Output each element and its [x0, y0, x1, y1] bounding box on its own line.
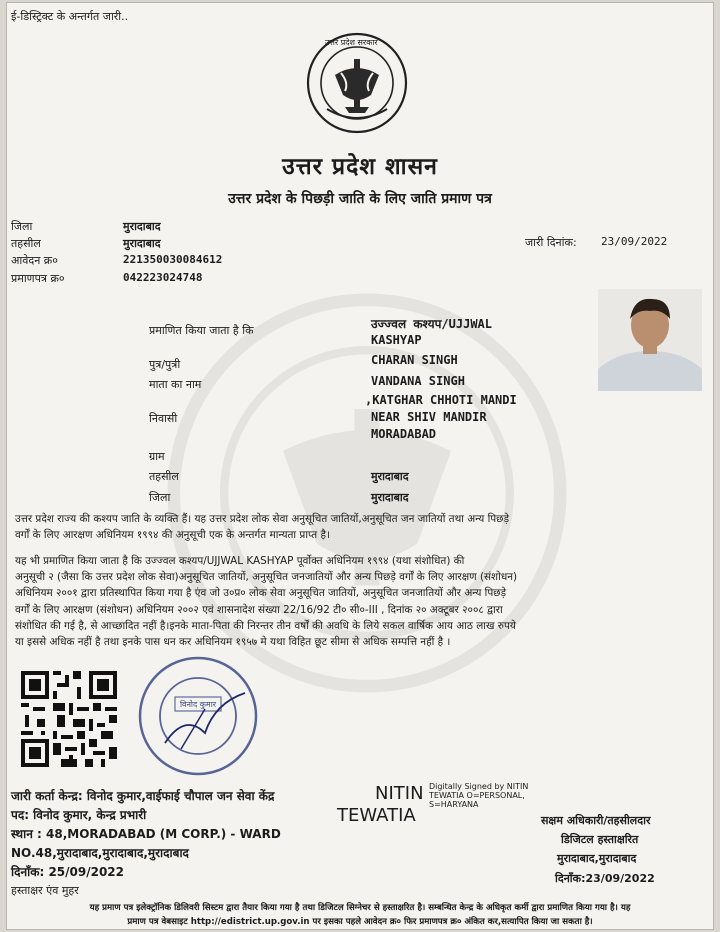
district-label: जिला — [11, 220, 33, 233]
issuer-seal-stamp — [135, 653, 261, 779]
paragraph-line: उत्तर प्रदेश राज्य की कश्यप जाति के व्यक्ति हैं। यह उत्तर प्रदेश लोक सेवा अनुसूचित जातियों,अनुसूचित जन जातियों तथा अन्य पिछड़े — [15, 513, 510, 525]
application-number: 221350030084612 — [123, 253, 223, 266]
mother-name: VANDANA SINGH — [371, 374, 465, 388]
header-note: ई-डिस्ट्रिक्ट के अन्तर्गत जारी.. — [11, 10, 129, 23]
authority-title: सक्षम अधिकारी/तहसीलदार — [541, 814, 651, 827]
verification-qr-code[interactable] — [21, 671, 117, 767]
sign-and-seal-label: हस्ताक्षर एंव मुहर — [11, 884, 79, 897]
application-label: आवेदन क्र० — [11, 254, 58, 267]
certificate-number: 042223024748 — [123, 271, 203, 284]
issue-date-value: 23/09/2022 — [601, 235, 668, 248]
authority-location: मुरादाबाद,मुरादाबाद — [557, 852, 637, 865]
person-district-label: जिला — [149, 491, 171, 504]
paragraph-line: अधिनियम २००१ द्वारा प्रतिस्थापित किया गया है एंव जो उ०प्र० लोक सेवा अनुसूचित जातियों, अनुसूचित जनजातियों और अन्य पिछड़े — [15, 587, 507, 600]
authority-digital-sign: डिजिटल हस्ताक्षरित — [561, 833, 639, 846]
mother-label: माता का नाम — [149, 378, 202, 391]
seal-name: विनोद कुमार — [179, 700, 217, 709]
resident-label: निवासी — [149, 412, 178, 425]
paragraph-line: या इससे अधिक नहीं है तथा इनके पास धन कर अधिनियम १९५७ मे यथा विहित छूट सीमा से अधिक सम्पत्ति नहीं है । — [15, 636, 451, 649]
footer-note — [7, 901, 713, 929]
issuer-place-line2: NO.48,मुरादाबाद,मुरादाबाद,मुरादाबाद — [11, 846, 189, 860]
paragraph-certification — [15, 553, 517, 650]
father-name: CHARAN SINGH — [371, 353, 458, 367]
son-of-label: पुत्र/पुत्री — [149, 358, 181, 371]
tehsil-value: मुरादाबाद — [123, 237, 161, 250]
footer-note-line2: प्रमाण पत्र वेबसाइट http://edistrict.up.gov.in पर इसका पहले आवेदन क्र० फिर प्रमाणपत्र क्र० अंकित कर,सत्यापित किया जा सकता है। — [127, 917, 593, 927]
person-tehsil-label: तहसील — [149, 470, 179, 483]
certificate-page — [6, 2, 714, 930]
paragraph-line: वर्गों के लिए आरक्षण (संशोधन) अधिनियम २००२ एवं शासनादेश संख्या 22/16/92 टी० सी०-III , दिनांक २० अक्टूबर २००८ द्वारा — [15, 603, 503, 616]
paragraph-line: संशोधित की गई है, से आच्छादित नहीं है।इनके माता-पिता की निरन्तर तीन वर्षों की अवधि के लिये सकल वार्षिक आय आठ लाख रुपये — [15, 619, 516, 632]
tehsil-label: तहसील — [11, 237, 41, 250]
certified-label: प्रमाणित किया जाता है कि — [149, 324, 254, 337]
paragraph-line: अनुसूची २ (जैसा कि उत्तर प्रदेश लोक सेवा)अनुसूचित जातियों, अनुसूचित जनजातियों और अन्य पिछड़े वर्गों के लिए आरक्षण (संशोधन) — [15, 571, 518, 584]
address-line1: ,KATGHAR CHHOTI MANDI — [365, 393, 517, 407]
footer-note-line1: यह प्रमाण पत्र इलेक्ट्रॉनिक डिलिवरी सिस्टम द्वारा तैयार किया गया है तथा डिजिटल सिग्नेचर से हस्ताक्षरित है। सम्बन्धित केन्द्र के अधिकृत कर्मी द्वारा प्रमाणित किया गया है। यह — [89, 903, 631, 913]
issuer-place-line1: स्थान : 48,MORADABAD (M CORP.) - WARD — [11, 827, 281, 841]
page-title: उत्तर प्रदेश शासन — [282, 154, 438, 180]
emblem-text: उत्तर प्रदेश सरकार — [325, 38, 378, 47]
page-subtitle: उत्तर प्रदेश के पिछड़ी जाति के लिए जाति प्रमाण पत्र — [228, 191, 492, 207]
issuer-designation: पद: विनोद कुमार, केन्द्र प्रभारी — [11, 808, 147, 822]
person-tehsil-value: मुरादाबाद — [371, 470, 409, 483]
address-line2: NEAR SHIV MANDIR — [371, 410, 487, 424]
signer-name-line2: TEWATIA — [337, 805, 416, 826]
district-value: मुरादाबाद — [123, 220, 161, 233]
paragraph-line: यह भी प्रमाणित किया जाता है कि उज्ज्वल कश्यप/UJJWAL KASHYAP पूर्वोक्त अधिनियम १९९४ (यथा संशोधित) की — [15, 555, 465, 567]
certificate-label: प्रमाणपत्र क्र० — [11, 272, 65, 285]
applicant-photo — [598, 289, 702, 391]
issue-date-label: जारी दिनांक: — [525, 236, 577, 249]
person-district-value: मुरादाबाद — [371, 491, 409, 504]
issuing-center: जारी कर्ता केन्द्र: विनोद कुमार,वाईफाई चौपाल जन सेवा केंद्र — [11, 789, 275, 803]
person-name-line1: उज्ज्वल कश्यप/UJJWAL — [371, 317, 493, 331]
address-line3: MORADABAD — [371, 427, 437, 441]
paragraph-caste — [15, 511, 509, 543]
signer-name-line1: NITIN — [375, 783, 424, 804]
digital-signature-note: Digitally Signed by NITIN TEWATIA O=PERSONAL, S=HARYANA — [429, 782, 529, 809]
issuer-date: दिनाँक: 25/09/2022 — [11, 865, 125, 879]
person-name-line2: KASHYAP — [371, 333, 422, 347]
paragraph-line: वर्गों के लिए आरक्षण अधिनियम १९९४ की अनुसूची एक के अन्तर्गत मान्यता प्राप्त है। — [15, 529, 330, 542]
authority-date: दिनाँक:23/09/2022 — [555, 872, 655, 885]
village-label: ग्राम — [149, 450, 165, 463]
